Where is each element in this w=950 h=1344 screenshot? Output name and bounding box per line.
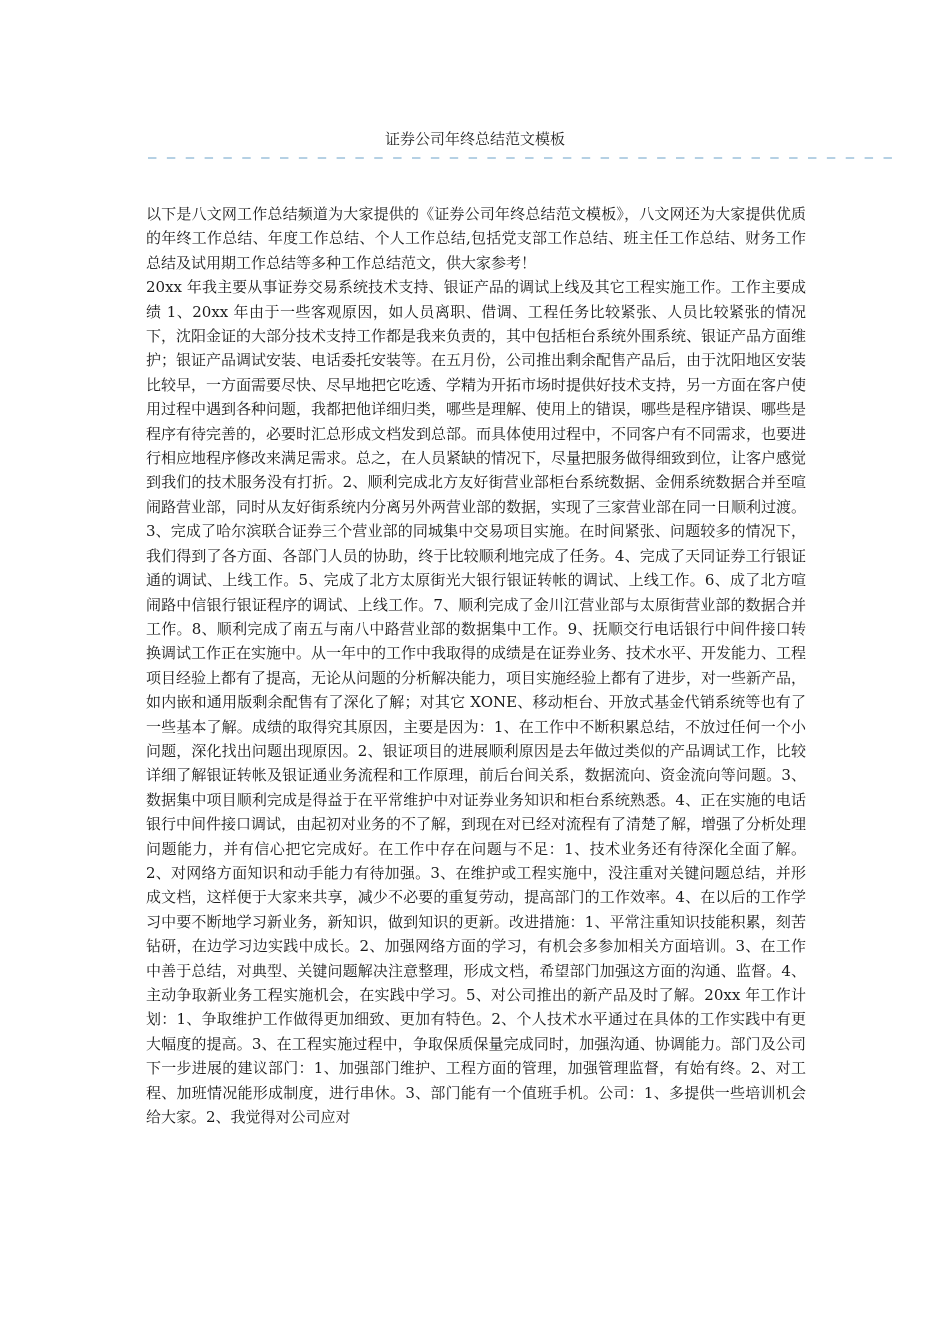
main-paragraph: 20xx 年我主要从事证券交易系统技术支持、银证产品的调试上线及其它工程实施工作。工作主要成绩 1、20xx 年由于一些客观原因，如人员离职、借调、工程任务比较紧张、人员比较紧张的情况下，沈阳金证的大部分技术支持工作都是我来负责的，其中包括柜台系统外围系统、银证产品方面维护；银证产品调试安装、电话委托安装等。在五月份，公司推出剩余配售产品后，由于沈阳地区安装比较早，一方面需要尽快、尽早地把它吃透、学精为开拓市场时提供好技术支持，另一方面在客户使用过程中遇到各种问题，我都把他详细归类，哪些是理解、使用上的错误，哪些是程序错误、哪些是程序有待完善的，必要时汇总形成文档发到总部。而具体使用过程中，不同客户有不同需求，也要进行相应地程序修改来满足需求。总之，在人员紧缺的情况下，尽量把服务做得细致到位，让客户感觉到我们的技术服务没有打折。2、顺利完成北方友好街营业部柜台系统数据、金佣系统数据合并至喧闹路营业部，同时从友好街系统内分离另外两营业部的数据，实现了三家营业部在同一日顺利过渡。3、完成了哈尔滨联合证券三个营业部的同城集中交易项目实施。在时间紧张、问题较多的情况下，我们得到了各方面、各部门人员的协助，终于比较顺利地完成了任务。4、完成了天同证券工行银证通的调试、上线工作。5、完成了北方太原街光大银行银证转帐的调试、上线工作。6、成了北方喧闹路中信银行银证程序的调试、上线工作。7、顺利完成了金川江营业部与太原街营业部的数据合并工作。8、顺利完成了南五与南八中路营业部的数据集中工作。9、抚顺交行电话银行中间件接口转换调试工作正在实施中。从一年中的工作中我取得的成绩是在证券业务、技术水平、开发能力、工程项目经验上都有了提高，无论从问题的分析解决能力，项目实施经验上都有了进步，对一些新产品，如内嵌和通用版剩余配售有了深化了解；对其它 XONE、移动柜台、开放式基金代销系统等也有了一些基本了解。成绩的取得究其原因，主要是因为：1、在工作中不断积累总结，不放过任何一个小问题，深化找出问题出现原因。2、银证项目的进展顺利原因是去年做过类似的产品调试工作，比较详细了解银证转帐及银证通业务流程和工作原理，前后台间关系，数据流向、资金流向等问题。3、数据集中项目顺利完成是得益于在平常维护中对证券业务知识和柜台系统熟悉。4、正在实施的电话银行中间件接口调试，由起初对业务的不了解，到现在对已经对流程有了清楚了解，增强了分析处理问题能力，并有信心把它完成好。在工作中存在问题与不足：1、技术业务还有待深化全面了解。2、对网络方面知识和动手能力有待加强。3、在维护或工程实施中，没注重对关键问题总结，并形成文档，这样便于大家来共享，减少不必要的重复劳动，提高部门的工作效率。4、在以后的工作学习中要不断地学习新业务，新知识，做到知识的更新。改进措施：1、平常注重知识技能积累，刻苦钻研，在边学习边实践中成长。2、加强网络方面的学习，有机会多参加相关方面培训。3、在工作中善于总结，对典型、关键问题解决注意整理，形成文档，希望部门加强这方面的沟通、监督。4、主动争取新业务工程实施机会，在实践中学习。5、对公司推出的新产品及时了解。20xx 年工作计划：1、争取维护工作做得更加细致、更加有特色。2、个人技术水平通过在具体的工作实践中有更大幅度的提高。3、在工程实施过程中，争取保质保量完成同时，加强沟通、协调能力。部门及公司下一步进展的建议部门：1、加强部门维护、工程方面的管理，加强管理监督，有始有终。2、对工程、加班情况能形成制度，进行串休。3、部门能有一个值班手机。公司：1、多提供一些培训机会给大家。2、我觉得对公司应对 [146,278,807,1127]
document-body [146,202,806,1129]
intro-paragraph: 以下是八文网工作总结频道为大家提供的《证券公司年终总结范文模板》，八文网还为大家提供优质的年终工作总结、年度工作总结、个人工作总结,包括党支部工作总结、班主任工作总结、财务工作总结及试用期工作总结等多种工作总结范文，供大家参考！ [146,205,806,272]
title-dashed-rule: — — — — — — — — — — — — — — — — — — — — — — — — — — — — — — — — — — — — — — — — [148,150,893,166]
document-title: 证券公司年终总结范文模板 [384,130,565,148]
